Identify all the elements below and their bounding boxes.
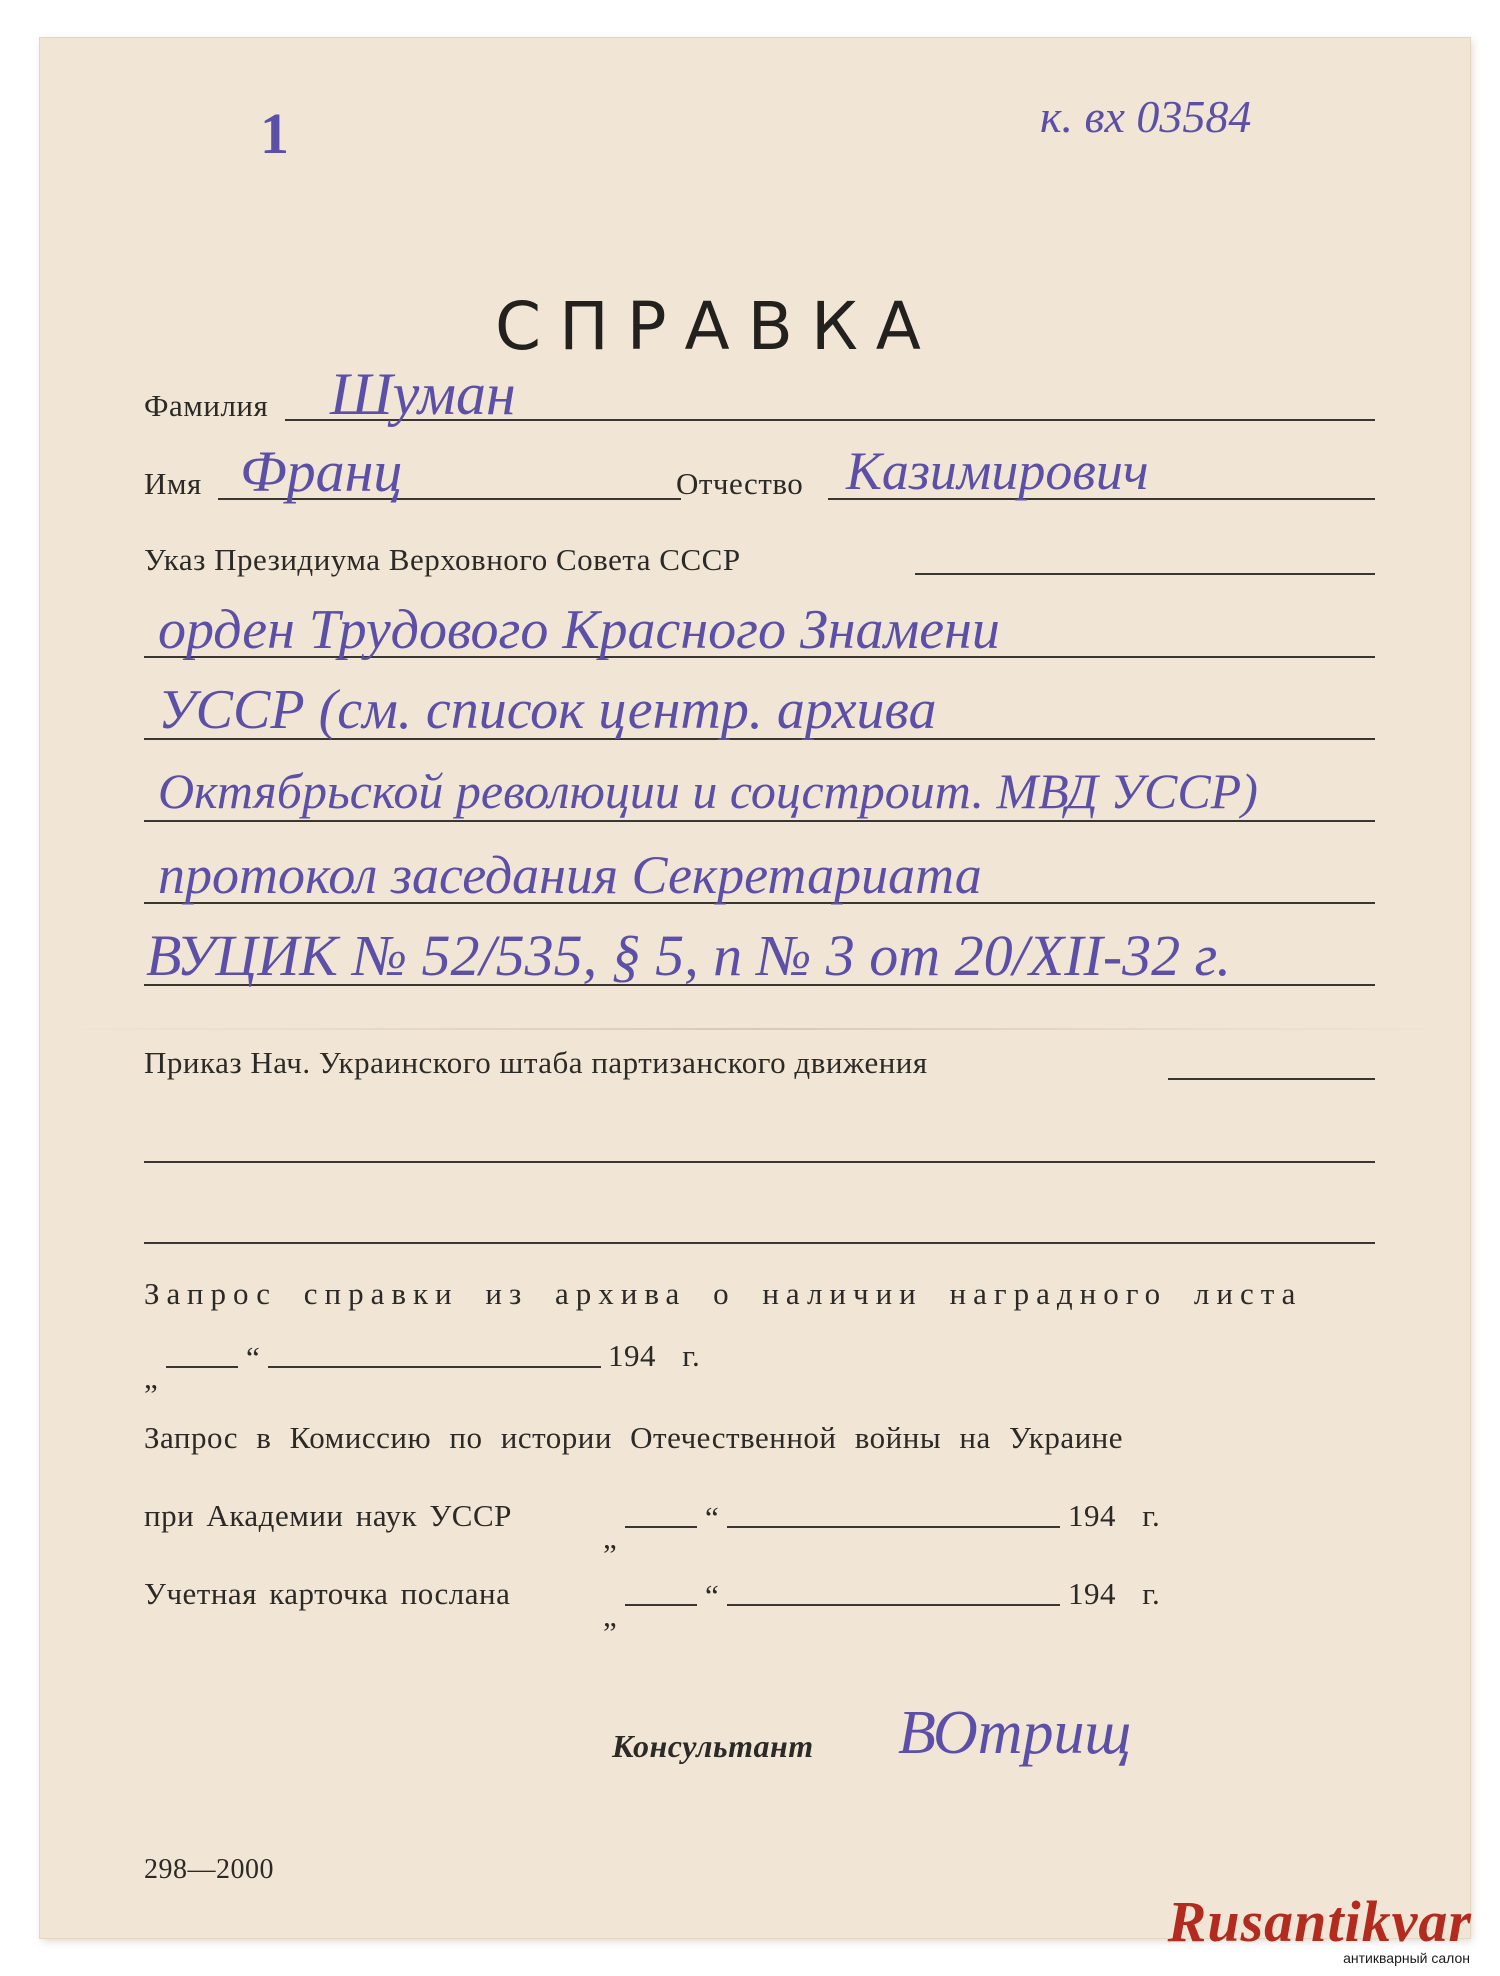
watermark — [1118, 1888, 1480, 1970]
card-date-close-quote: “ — [705, 1578, 720, 1613]
card-date-open-quote: „ — [603, 1598, 618, 1633]
decree-line-3-rule — [144, 820, 1375, 822]
consultant-label: Консультант — [612, 1728, 814, 1764]
sheet-number: 1 — [260, 101, 289, 166]
patronymic-value: Казимирович — [846, 441, 1149, 501]
commission-date-open-quote: „ — [603, 1520, 618, 1555]
form-code: 298—2000 — [144, 1854, 274, 1885]
decree-line-1: орден Трудового Красного Знамени — [158, 599, 1000, 661]
order-label: Приказ Нач. Украинского штаба партизанского движения — [144, 1045, 928, 1080]
first-name-label: Имя — [144, 466, 202, 501]
card-year: 194 г. — [1068, 1576, 1161, 1611]
patronymic-label: Отчество — [676, 466, 804, 501]
archive-day-line — [166, 1366, 238, 1368]
archive-date-open-quote: „ — [144, 1360, 159, 1395]
surname-value: Шуман — [330, 361, 516, 427]
commission-day-line — [625, 1526, 697, 1528]
reference-number: к. вх 03584 — [1040, 91, 1252, 142]
order-underline-3 — [144, 1242, 1375, 1244]
order-underline-2 — [144, 1161, 1375, 1163]
decree-underline — [915, 573, 1375, 575]
decree-line-3: Октябрьской революции и соцстроит. МВД УССР) — [158, 763, 1258, 819]
archive-request-label: Запрос справки из архива о наличии наградного листа — [144, 1276, 1303, 1311]
commission-year: 194 г. — [1068, 1498, 1161, 1533]
commission-label: Запрос в Комиссию по истории Отечественной войны на Украине — [144, 1420, 1124, 1455]
archive-month-line — [268, 1366, 601, 1368]
archive-date-close-quote: “ — [246, 1340, 261, 1375]
decree-line-5: ВУЦИК № 52/535, § 5, п № 3 от 20/XII-32 г. — [146, 923, 1232, 988]
document-sheet — [40, 38, 1470, 1938]
paper-fold — [40, 1028, 1470, 1030]
commission-label-2: при Академии наук УССР — [144, 1498, 512, 1533]
card-month-line — [727, 1604, 1060, 1606]
commission-month-line — [727, 1526, 1060, 1528]
decree-label: Указ Президиума Верховного Совета СССР — [144, 542, 741, 577]
card-day-line — [625, 1604, 697, 1606]
first-name-value: Франц — [240, 439, 403, 504]
commission-date-close-quote: “ — [705, 1500, 720, 1535]
decree-line-2: УССР (см. список центр. архива — [158, 679, 937, 741]
decree-line-4: протокол заседания Секретариата — [158, 845, 982, 905]
archive-year: 194 г. — [608, 1338, 701, 1373]
order-underline-1 — [1168, 1078, 1375, 1080]
watermark-logo: Rusantikvar — [1167, 1889, 1472, 1954]
page-title: СПРАВКА — [495, 288, 939, 365]
consultant-signature: ВОтрищ — [898, 1699, 1132, 1767]
card-sent-label: Учетная карточка послана — [144, 1576, 511, 1611]
watermark-tagline: антикварный салон — [1343, 1950, 1470, 1966]
surname-label: Фамилия — [144, 388, 269, 423]
